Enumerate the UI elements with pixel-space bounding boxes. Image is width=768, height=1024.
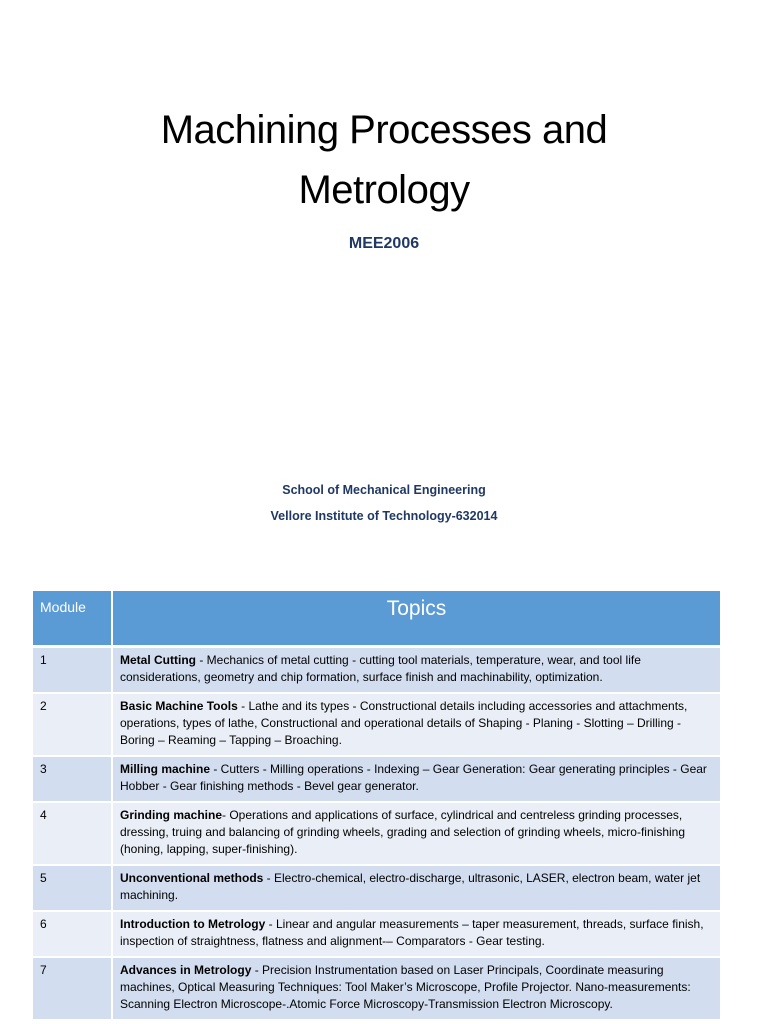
table-header-row — [33, 591, 721, 647]
topic-description: - Linear and angular measurements – taper measurement, threads, surface finish, inspection of straightness, flatness and alignment-– Comparators - Gear testing. — [120, 917, 704, 948]
module-topics — [112, 802, 721, 865]
module-number: 1 — [33, 647, 112, 694]
topic-description: - Mechanics of metal cutting - cutting tool materials, temperature, wear, and tool life considerations, geometry and chip formation, surface finish and machinability, optimization. — [120, 653, 641, 684]
module-topics — [112, 865, 721, 911]
table-row — [33, 957, 721, 1020]
topic-heading: Advances in Metrology — [120, 963, 252, 977]
module-number: 3 — [33, 756, 112, 802]
table-row — [33, 802, 721, 865]
institute-name: Vellore Institute of Technology-632014 — [270, 509, 498, 523]
title-line-2: Metrology — [298, 168, 470, 212]
module-number: 6 — [33, 911, 112, 957]
topic-heading: Grinding machine — [120, 808, 223, 822]
topic-description: - Cutters - Milling operations - Indexing – Gear Generation: Gear generating principles - Gear Hobber - Gear finishing methods - Bevel gear generator. — [120, 762, 707, 793]
module-topics — [112, 911, 721, 957]
syllabus-table — [33, 591, 722, 1021]
table-row — [33, 693, 721, 756]
module-topics — [112, 693, 721, 756]
topic-description: - Electro-chemical, electro-discharge, ultrasonic, LASER, electron beam, water jet machining. — [120, 871, 701, 902]
syllabus-table-container — [33, 591, 721, 1021]
module-number: 4 — [33, 802, 112, 865]
module-topics — [112, 756, 721, 802]
topic-heading: Unconventional methods — [120, 871, 264, 885]
topic-heading: Milling machine — [120, 762, 211, 776]
topic-heading: Introduction to Metrology — [120, 917, 266, 931]
module-topics — [112, 647, 721, 694]
course-code: MEE2006 — [348, 235, 420, 252]
column-header-module: Module — [33, 591, 112, 647]
table-row — [33, 756, 721, 802]
table-row — [33, 865, 721, 911]
topic-description: - Precision Instrumentation based on Laser Principals, Coordinate measuring machines, Optical Measuring Techniques: Tool Maker’s Microscope, Profile Projector. Nano-measurements: Scanning Electron Microscope-.Atomic Force Microscopy-Transmission Electron Microscopy. — [120, 963, 691, 1011]
module-topics — [112, 957, 721, 1020]
module-number: 2 — [33, 693, 112, 756]
page-title — [84, 100, 684, 220]
topic-heading: Metal Cutting — [120, 653, 196, 667]
topic-description: - Operations and applications of surface, cylindrical and centreless grinding processes, dressing, truing and balancing of grinding wheels, grading and selection of grinding wheels, micro-finishing (honing, lapping, super-finishing). — [120, 808, 686, 856]
module-number: 7 — [33, 957, 112, 1020]
topic-heading: Basic Machine Tools — [120, 699, 238, 713]
column-header-topics: Topics — [112, 591, 721, 647]
title-line-1: Machining Processes and — [160, 108, 608, 152]
table-row — [33, 911, 721, 957]
table-row — [33, 647, 721, 694]
module-number: 5 — [33, 865, 112, 911]
topic-description: - Lathe and its types - Constructional details including accessories and attachments, operations, types of lathe, Constructional and operational details of Shaping - Planing - Slotting – Drilling - Boring – Reaming – Tapping – Broaching. — [120, 699, 688, 747]
school-name: School of Mechanical Engineering — [282, 483, 486, 497]
